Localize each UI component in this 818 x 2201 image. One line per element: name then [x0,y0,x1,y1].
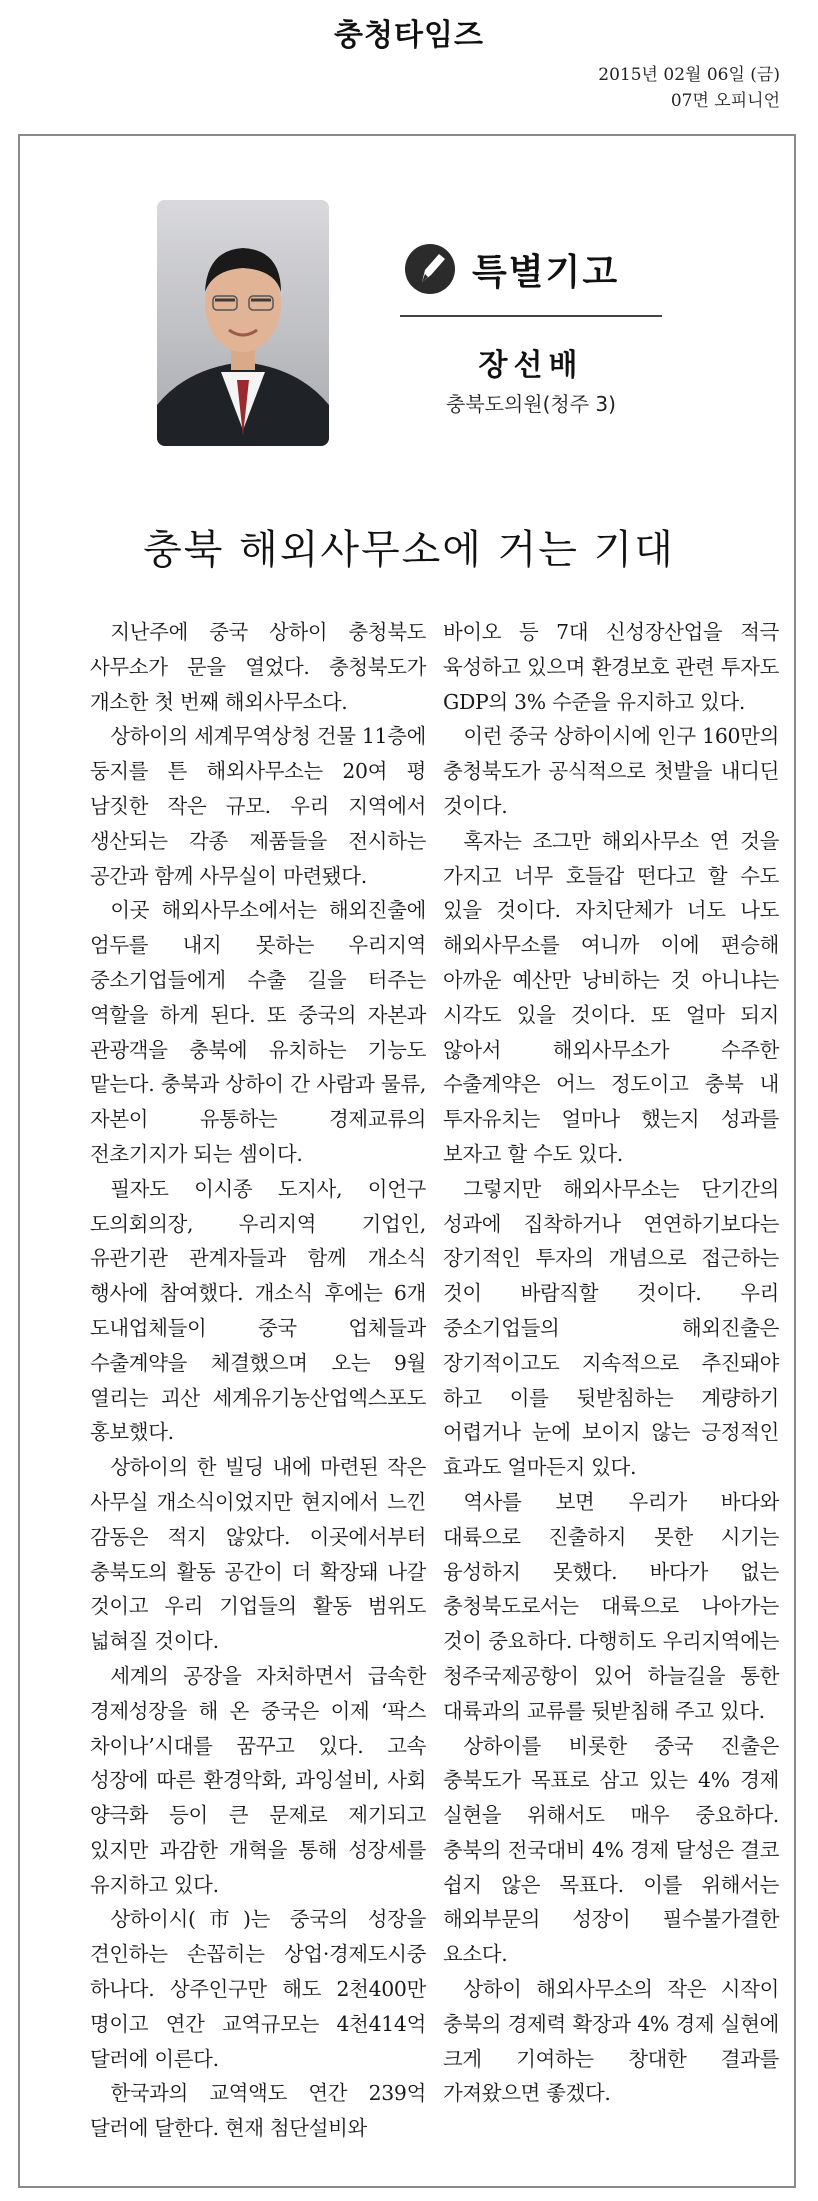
article-paragraph: 상하이의 세계무역상청 건물 11층에 둥지를 튼 해외사무소는 20여 평 남짓한 작은 규모. 우리 지역에서 생산되는 각종 제품들을 전시하는 공간과 함께 사무실이 마련됐다. [90,724,426,888]
article-paragraph: 상하이시(市)는 중국의 성장을 견인하는 손꼽히는 상업·경제도시중 하나다. 상주인구만 해도 2천400만 명이고 연간 교역규모는 4천414억 달러에 이른다. [90,1907,426,2071]
article-paragraph: 혹자는 조그만 해외사무소 연 것을 가지고 너무 호들갑 떤다고 할 수도 있을 것이다. 자치단체가 너도 나도 해외사무소를 여니까 이에 편승해 아까운 예산만 낭비하는 것 아니냐는 시각도 있을 것이다. 또 얼마 되지 않아서 해외사무소가 수주한 수출계약은 어느 정도이고 충북 내 투자유치는 얼마나 했는지 성과를 보자고 할 수도 있다. [443,828,779,1166]
article-paragraph: 상하이를 비롯한 중국 진출은 충북도가 목표로 삼고 있는 4% 경제 실현을 위해서도 매우 중요하다. 충북의 전국대비 4% 경제 달성은 결코 쉽지 않은 목표다. 이를 위해서는 해외부문의 성장이 필수불가결한 요소다. [443,1733,779,1967]
article-paragraph: 이곳 해외사무소에서는 해외진출에 엄두를 내지 못하는 우리지역 중소기업들에게 수출 길을 터주는 역할을 하게 된다. 또 중국의 자본과 관광객을 충북에 유치하는 기능도 맡는다. 충북과 상하이 간 사람과 물류, 자본이 유통하는 경제교류의 전초기지가 되는 셈이다. [90,898,426,1166]
article-paragraph: 세계의 공장을 자처하면서 급속한 경제성장을 해 온 중국은 이제 ‘팍스 차이나’시대를 꿈꾸고 있다. 고속 성장에 따른 환경악화, 과잉설비, 사회 양극화 등이 큰 문제로 제기되고 있지만 과감한 개혁을 통해 성장세를 유지하고 있다. [90,1663,426,1897]
publication-info [598,62,780,114]
article-paragraph: 지난주에 중국 상하이 충청북도 사무소가 문을 열었다. 충청북도가 개소한 첫 번째 해외사무소다. [90,620,426,714]
newspaper-name: 충청타임즈 [334,18,484,53]
header-divider [400,315,662,317]
author-name: 장선배 [478,348,584,383]
special-contribution-header [400,242,664,302]
page-line: 07면 오피니언 [670,91,780,111]
author-role: 충북도의원(청주 3) [446,392,616,416]
article-paragraph: 상하이의 한 빌딩 내에 마련된 작은 사무실 개소식이었지만 현지에서 느낀 감동은 적지 않았다. 이곳에서부터 충북도의 활동 공간이 더 확장돼 나갈 것이고 우리 기업들의 활동 범위도 넓혀질 것이다. [90,1455,426,1654]
special-contribution-label: 특별기고 [472,252,620,293]
article-headline: 충북 해외사무소에 거는 기대 [143,527,675,573]
article-column-left [90,615,426,2146]
article-paragraph: 한국과의 교역액도 연간 239억 달러에 달한다. 현재 첨단설비와 [90,2081,426,2141]
article-paragraph: 필자도 이시종 도지사, 이언구 도의회의장, 우리지역 기업인, 유관기관 관계자들과 함께 개소식 행사에 참여했다. 개소식 후에는 6개 도내업체들이 중국 업체들과 수출계약을 체결했으며 오는 9월 열리는 괴산 세계유기농산업엑스포도 홍보했다. [90,1176,426,1445]
article-paragraph: 상하이 해외사무소의 작은 시작이 충북의 경제력 확장과 4% 경제 실현에 크게 기여하는 창대한 결과를 가져왔으면 좋겠다. [443,1977,779,2106]
article-paragraph: 역사를 보면 우리가 바다와 대륙으로 진출하지 못한 시기는 융성하지 못했다. 바다가 없는 충청북도로서는 대륙으로 나아가는 것이 중요하다. 다행히도 우리지역에는 청주국제공항이 있어 하늘길을 통한 대륙과의 교류를 뒷받침해 주고 있다. [443,1489,779,1723]
article-paragraph: 바이오 등 7대 신성장산업을 적극 육성하고 있으며 환경보호 관련 투자도 GDP의 3% 수준을 유지하고 있다. [443,620,779,714]
date-line: 2015년 02월 06일 (금) [598,65,780,85]
article-paragraph: 이런 중국 상하이시에 인구 160만의 충청북도가 공식적으로 첫발을 내디딘 것이다. [443,724,779,818]
author-photo [157,200,329,446]
author-portrait [157,200,329,446]
article-paragraph: 그렇지만 해외사무소는 단기간의 성과에 집착하거나 연연하기보다는 장기적인 투자의 개념으로 접근하는 것이 바람직할 것이다. 우리 중소기업들의 해외진출은 장기적이고도 지속적으로 추진돼야 하고 이를 뒷받침하는 계량하기 어렵거나 눈에 보이지 않는 긍정적인 효과도 얼마든지 있다. [443,1176,779,1480]
pen-icon [405,244,455,294]
article-column-right [443,615,779,2111]
